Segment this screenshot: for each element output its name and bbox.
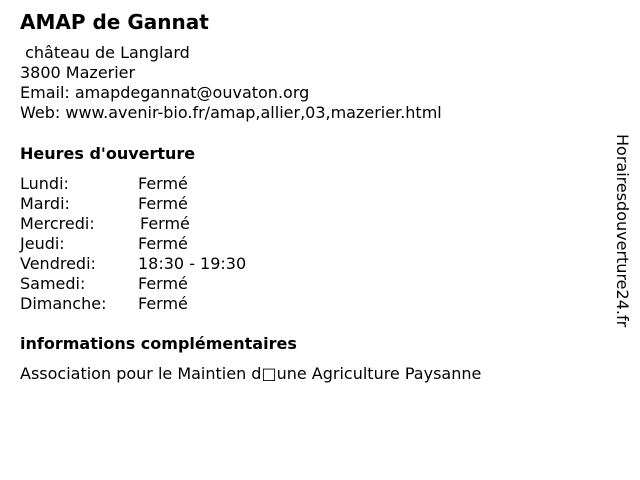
day-hours: Fermé [138, 294, 188, 313]
hours-heading: Heures d'ouverture [20, 144, 196, 163]
day-hours: Fermé [138, 234, 188, 253]
hours-row-tuesday [20, 194, 320, 214]
day-label: Mardi: [20, 194, 70, 213]
day-label: Lundi: [20, 174, 69, 193]
hours-row-monday [20, 174, 320, 194]
info-text: Association pour le Maintien d□une Agriculture Paysanne [20, 364, 482, 383]
day-hours: Fermé [138, 194, 188, 213]
day-hours: Fermé [140, 214, 190, 233]
day-label: Samedi: [20, 274, 86, 293]
day-hours: Fermé [138, 174, 188, 193]
hours-row-sunday [20, 294, 320, 314]
day-label: Vendredi: [20, 254, 96, 273]
day-label: Mercredi: [20, 214, 95, 233]
hours-row-wednesday [20, 214, 320, 234]
address-line-1: château de Langlard [20, 43, 190, 62]
site-watermark: Horairesdouverture24.fr [613, 134, 632, 328]
day-hours: 18:30 - 19:30 [138, 254, 247, 273]
day-hours: Fermé [138, 274, 188, 293]
info-heading: informations complémentaires [20, 334, 297, 353]
hours-row-friday [20, 254, 320, 274]
email-line[interactable]: Email: amapdegannat@ouvaton.org [20, 83, 310, 102]
address-line-2: 3800 Mazerier [20, 63, 136, 82]
hours-row-saturday [20, 274, 320, 294]
web-line[interactable]: Web: www.avenir-bio.fr/amap,allier,03,mazerier.html [20, 103, 442, 122]
business-name: AMAP de Gannat [20, 10, 209, 34]
hours-row-thursday [20, 234, 320, 254]
day-label: Jeudi: [20, 234, 65, 253]
day-label: Dimanche: [20, 294, 107, 313]
hours-table [20, 174, 320, 314]
address-block [20, 43, 442, 123]
